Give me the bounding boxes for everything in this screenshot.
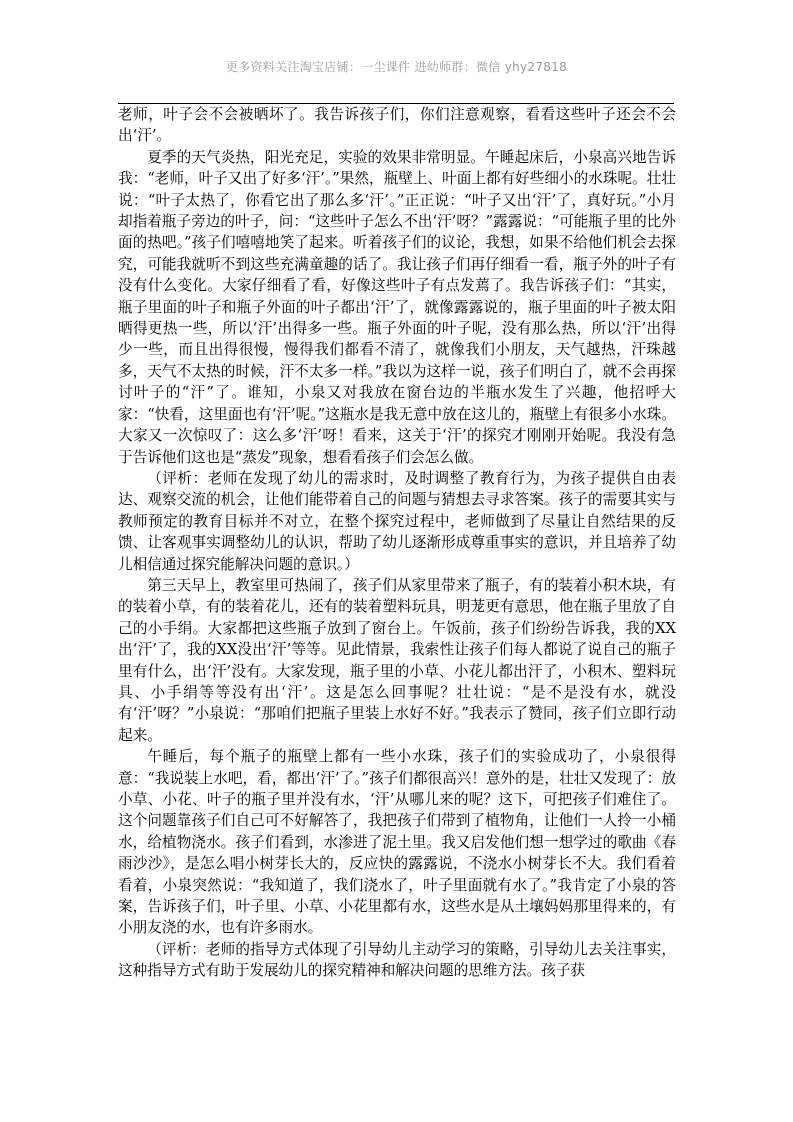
paragraph-analysis-1: （评析：老师在发现了幼儿的需求时，及时调整了教育行为，为孩子提供自由表达、观察交流的机会，让他们能带着自己的问题与猜想去寻求答案。孩子的需要其实与教师预定的教育目标并不对立，在整个探究过程中，老师做到了尽量让自然结果的反馈、让客观事实调整幼儿的认识，帮助了幼儿逐渐形成尊重事实的意识，并且培养了幼儿相信通过探究能解决问题的意识。） [118,469,676,573]
paragraph-observation: 夏季的天气炎热，阳光充足，实验的效果非常明显。午睡起床后，小泉高兴地告诉我：“老师，叶子又出了好多‘汗’。”果然，瓶壁上、叶面上都有好些细小的水珠呢。壮壮说：“叶子太热了，你看它出了那么多‘汗’。”正正说：“叶子又出‘汗’了，真好玩。”小月却指着瓶子旁边的叶子，问：“这些叶子怎么不出‘汗’呀？”露露说：“可能瓶子里的比外面的热吧。”孩子们嘻嘻地笑了起来。听着孩子们的议论，我想，如果不给他们机会去探究，可能我就听不到这些充满童趣的话了。我让孩子们再仔细看一看，瓶子外的叶子有没有什么变化。大家仔细看了看，好像这些叶子有点发蔫了。我告诉孩子们：“其实，瓶子里面的叶子和瓶子外面的叶子都出‘汗’了，就像露露说的，瓶子里面的叶子被太阳晒得更热一些，所以‘汗’出得多一些。瓶子外面的叶子呢，没有那么热，所以‘汗’出得少一些，而且出得很慢，慢得我们都看不清了，就像我们小朋友，天气越热，汗珠越多，天气不太热的时候，汗不太多一样。”我以为这样一说，孩子们明白了，就不会再探讨叶子的“汗”了。谁知，小泉又对我放在窗台边的半瓶水发生了兴趣，他招呼大家：“快看，这里面也有‘汗’呢。”这瓶水是我无意中放在这儿的，瓶壁上有很多小水珠。大家又一次惊叹了：这么多‘汗’呀！看来，这关于‘汗’的探究才刚刚开始呢。我没有急于告诉他们这也是“蒸发”现象，想看看孩子们会怎么做。 [118,148,676,466]
paragraph-third-day: 第三天早上，教室里可热闹了，孩子们从家里带来了瓶子，有的装着小积木块，有的装着小草，有的装着花儿，还有的装着塑料玩具，明茏更有意思，他在瓶子里放了自己的小手绢。大家都把这些瓶子放到了窗台上。午饭前，孩子们纷纷告诉我，我的XX出‘汗’了，我的XX没出‘汗’等等。见此情景，我索性让孩子们每人都说了说自己的瓶子里有什么，出‘汗’没有。大家发现，瓶子里的小草、小花儿都出汗了，小积木、塑料玩具、小手绢等等没有出‘汗’。这是怎么回事呢？壮壮说：“是不是没有水，就没有‘汗’呀？”小泉说：“那咱们把瓶子里装上水好不好。”我表示了赞同，孩子们立即行动起来。 [118,576,676,744]
paragraph-continued: 老师，叶子会不会被晒坏了。我告诉孩子们，你们注意观察，看看这些叶子还会不会出‘汗’。 [118,106,676,145]
paragraph-afternoon: 午睡后，每个瓶子的瓶壁上都有一些小水珠，孩子们的实验成功了，小泉很得意：“我说装上水吧，看，都出‘汗’了。”孩子们都很高兴！意外的是，壮壮又发现了：放小草、小花、叶子的瓶子里并没有水，‘汗’从哪儿来的呢？这下，可把孩子们难住了。这个问题靠孩子们自己可不好解答了，我把孩子们带到了植物角，让他们一人拎一小桶水，给植物浇水。孩子们看到，水渗进了泥土里。我又启发他们想一想学过的歌曲《春雨沙沙》，是怎么唱小树芽长大的，反应快的露露说，不浇水小树芽长不大。我们看着看着，小泉突然说：“我知道了，我们浇水了，叶子里面就有水了。”我肯定了小泉的答案，告诉孩子们，叶子里、小草、小花里都有水，这些水是从土壤妈妈那里得来的，有小朋友浇的水，也有许多雨水。 [118,748,676,937]
watermark-header: 更多资料关注淘宝店铺：一尘课件 进幼师群：微信 yhy27818 [225,60,568,74]
paragraph-analysis-2: （评析：老师的指导方式体现了引导幼儿主动学习的策略，引导幼儿去关注事实，这种指导方式有助于发展幼儿的探究精神和解决问题的思维方法。孩子获 [118,940,676,980]
document-body [118,104,676,982]
